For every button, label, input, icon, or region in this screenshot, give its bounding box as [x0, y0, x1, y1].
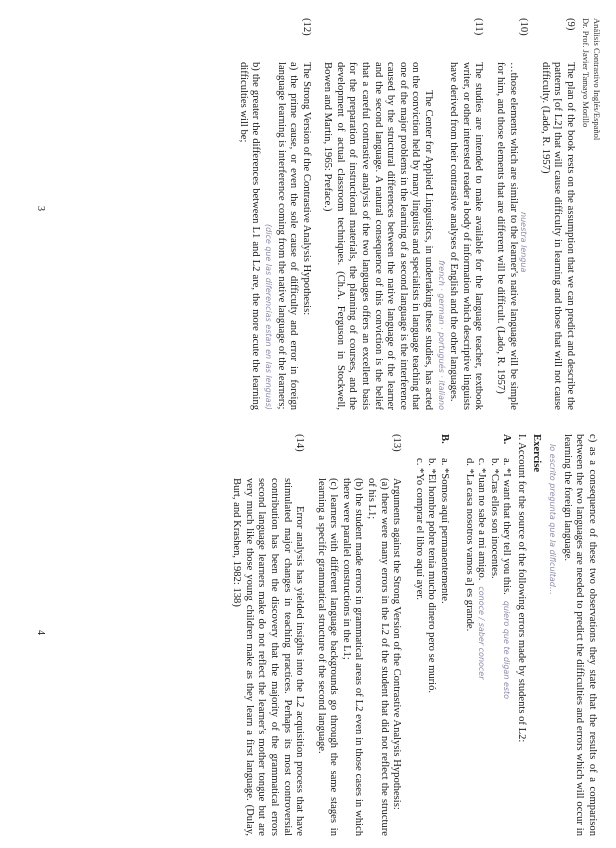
argument-b: (b) the student made errors in grammatical areas of L2 even in those cases in which there were parallel constructions in the L1;: [340, 478, 365, 836]
hypothesis-b: b) the greater the differences between L1 and L2 are, the more acute the learning difficulties will be;: [237, 62, 262, 410]
argument-c: (c) learners with different language backgrounds go through the same stages in learning a specific grammatical structure of the second language.: [315, 478, 340, 836]
page-number: 4: [35, 630, 46, 635]
exercise-sentence: c. *Juan no sabe a mi amigo.conoce / saber conocer: [476, 458, 488, 680]
exercise-section-a: [462, 434, 512, 836]
item-text: The Strong Version of the Contrastive Analysis Hypothesis:: [300, 62, 312, 316]
exercise-title: Exercise: [530, 434, 542, 473]
page-number: 3: [35, 206, 46, 211]
quote-item-11: [321, 18, 485, 410]
exercise-sentence: a. *Somos aquí permanentemente.: [439, 458, 451, 604]
exercise-sentence: c. *Yo comprar el libro aquí ayer.: [413, 458, 425, 600]
right-body: [221, 434, 598, 836]
handwritten-note: nuestra lengua: [519, 212, 529, 273]
handwritten-note: lo escrito pregunta que la dificultad…: [548, 444, 558, 595]
exercise-instruction: I. Account for the source of the following errors made by students of L2:: [516, 434, 528, 743]
handwritten-note: (dice que las diferencias estan en las lenguas): [263, 224, 273, 410]
item-number: (14): [294, 434, 306, 452]
quote-item-12: [236, 18, 312, 410]
exercise-sentence: d. *La casa nosotros vamos a] es grande.: [463, 458, 475, 632]
right-page: [0, 424, 616, 848]
item-number: (12): [300, 18, 312, 36]
left-body: [227, 18, 576, 410]
header-course: Análisis Contrastivo Inglés/Español: [592, 18, 602, 141]
exercise-sentence: b. *El hombre pobre tenía mucho dinero pero se murió.: [426, 458, 438, 694]
item-number: (9): [565, 18, 576, 31]
hypothesis-c: c) as a consequence of these two observations they state that the results of a comparison between the two languages are needed to predict the difficulties and errors which will occur in learning the foreign language.: [561, 434, 598, 836]
hypothesis-a: a) the prime cause, or even the sole cause of difficulty and error in foreign language learning is interference coming from the native language of the learners;: [275, 62, 300, 410]
item-text: The studies are intended to make available for the language teacher, textbook writer, or other interested reader a body of information which descriptive linguists have derived from their contrastive analyses of English and the other languages.: [448, 62, 485, 410]
handwritten-note: quiero que te digan esto: [502, 600, 512, 700]
argument-a: (a) there were many errors in the L2 of the student that did not reflect the structure of his L1;: [366, 478, 390, 836]
quote-item-13: [314, 434, 402, 836]
item-text-continued: The Center for Applied Linguistics, in undertaking these studies, has acted on the conviction held by many linguists and specialists in language teaching that one of the major problems in the learning of a second language is the interference caused by the structural differences between the native language of the learner and the second language. A natural consequence of this conviction is the belief that a careful contrastive analysis of the two languages offers an excellent basis for the preparation of instructional materials, the planning of courses, and the development of actual classroom techniques. (Ch.A. Ferguson in Stockwell, Bowen and Martin, 1965: Preface.): [322, 62, 435, 410]
quote-item-9: [538, 18, 576, 410]
item-text: …those elements which are similar to the learner's native language will be simple for him, and those elements that are different will be difficult. (Lado, R. 1957): [495, 62, 519, 410]
item-number: (10): [518, 18, 530, 36]
section-label: A.: [501, 434, 513, 445]
handwritten-note: conoce / saber conocer: [477, 586, 487, 680]
page-header: [580, 18, 602, 140]
section-label: B.: [439, 434, 451, 444]
item-text: The plan of the book rests on the assumption that we can predict and describe the patterns [of L2] that will cause difficulty in learning and those that will not cause difficulty. (Lado, R. 1957): [539, 62, 576, 410]
item-text: Arguments against the Strong Version of the Contrastive Analysis Hypothesis:: [391, 478, 403, 810]
item-number: (11): [473, 18, 485, 36]
item-number: (13): [391, 434, 403, 452]
exercise-sentence: a. *I want that they tell you this.quiero que te digan esto: [501, 458, 513, 700]
item-text: Error analysis has yielded insights into the L2 acquisition process that have stimulated major changes in teaching practices. Perhaps its most controversial contribution has been the discovery that the majority of the grammatical errors second language learners make do not reflect the learner's mother tongue but are very much like those young children make as they learn a first language. (Dulay, Burt, and Krashen, 1982: 138): [231, 478, 306, 836]
exercise-sentence: b. *Cras ellos son inocentes.: [488, 458, 500, 579]
header-author: Dr. Prof. Javier Tamayo Morillo: [581, 18, 591, 128]
quote-item-14: [230, 434, 306, 836]
quote-item-10: [493, 18, 529, 410]
handwritten-note: french · german · portugués · italiano: [436, 260, 446, 410]
exercise-section-b: [412, 434, 450, 836]
